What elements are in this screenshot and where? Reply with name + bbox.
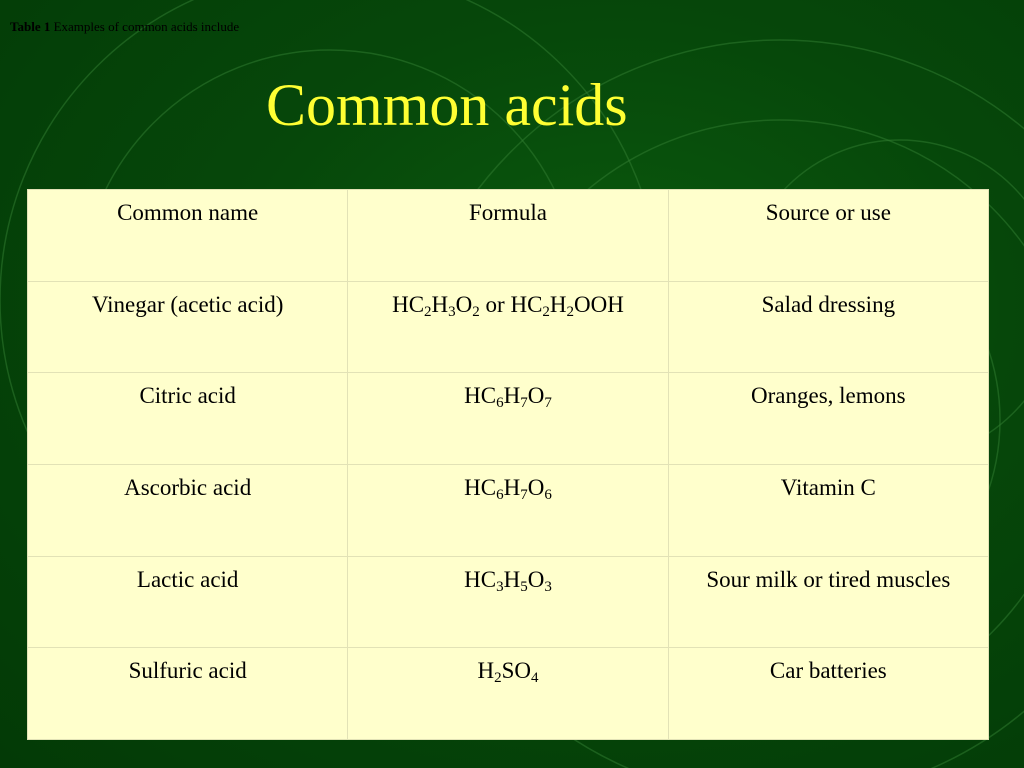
header-source: Source or use [668,190,988,282]
cell-source: Oranges, lemons [668,373,988,465]
caption-text: Examples of common acids include [53,19,240,34]
cell-source: Vitamin C [668,464,988,556]
cell-formula: $HC_6H_7O_6$ [348,464,668,556]
formula-subscript: 7 [520,395,528,412]
cell-name: Citric acid [28,373,348,465]
cell-formula: $HC_6H_7O_7$ [348,373,668,465]
cell-formula: $H_2SO_4$ [348,648,668,740]
acids-table [27,189,989,740]
formula-subscript: 6 [544,486,552,503]
cell-formula: $HC_3H_5O_3$ [348,556,668,648]
cell-name: Lactic acid [28,556,348,648]
header-common-name: Common name [28,190,348,282]
table-row [28,464,989,556]
cell-name: Ascorbic acid [28,464,348,556]
formula-subscript: 4 [531,670,539,687]
formula-subscript: 2 [566,303,575,320]
table-row [28,556,989,648]
caption-label: Table 1 [10,19,51,34]
cell-name: Vinegar (acetic acid) [28,281,348,373]
table-row [28,373,989,465]
cell-source: Car batteries [668,648,988,740]
formula-subscript: 5 [520,578,528,595]
formula-subscript: 7 [520,486,528,503]
formula-subscript: 6 [496,395,504,412]
table-row [28,281,989,373]
formula-subscript: 2 [494,670,502,687]
formula-subscript: 7 [544,395,552,412]
formula-subscript: 3 [496,578,504,595]
table-header-row [28,190,989,282]
formula-subscript: 6 [496,486,504,503]
page-title: Common acids [266,72,628,138]
formula-subscript: 2 [472,303,480,320]
formula-subscript: 2 [424,303,432,320]
cell-formula: $HC_2H_3O_2$ or $HC_2H_2OOH$ [348,281,668,373]
formula-subscript: 3 [448,303,456,320]
table-caption [10,19,239,35]
formula-subscript: 3 [544,578,552,595]
formula-subscript: 2 [542,303,550,320]
cell-source: Salad dressing [668,281,988,373]
cell-source: Sour milk or tired muscles [668,556,988,648]
header-formula: Formula [348,190,668,282]
table-row [28,648,989,740]
cell-name: Sulfuric acid [28,648,348,740]
